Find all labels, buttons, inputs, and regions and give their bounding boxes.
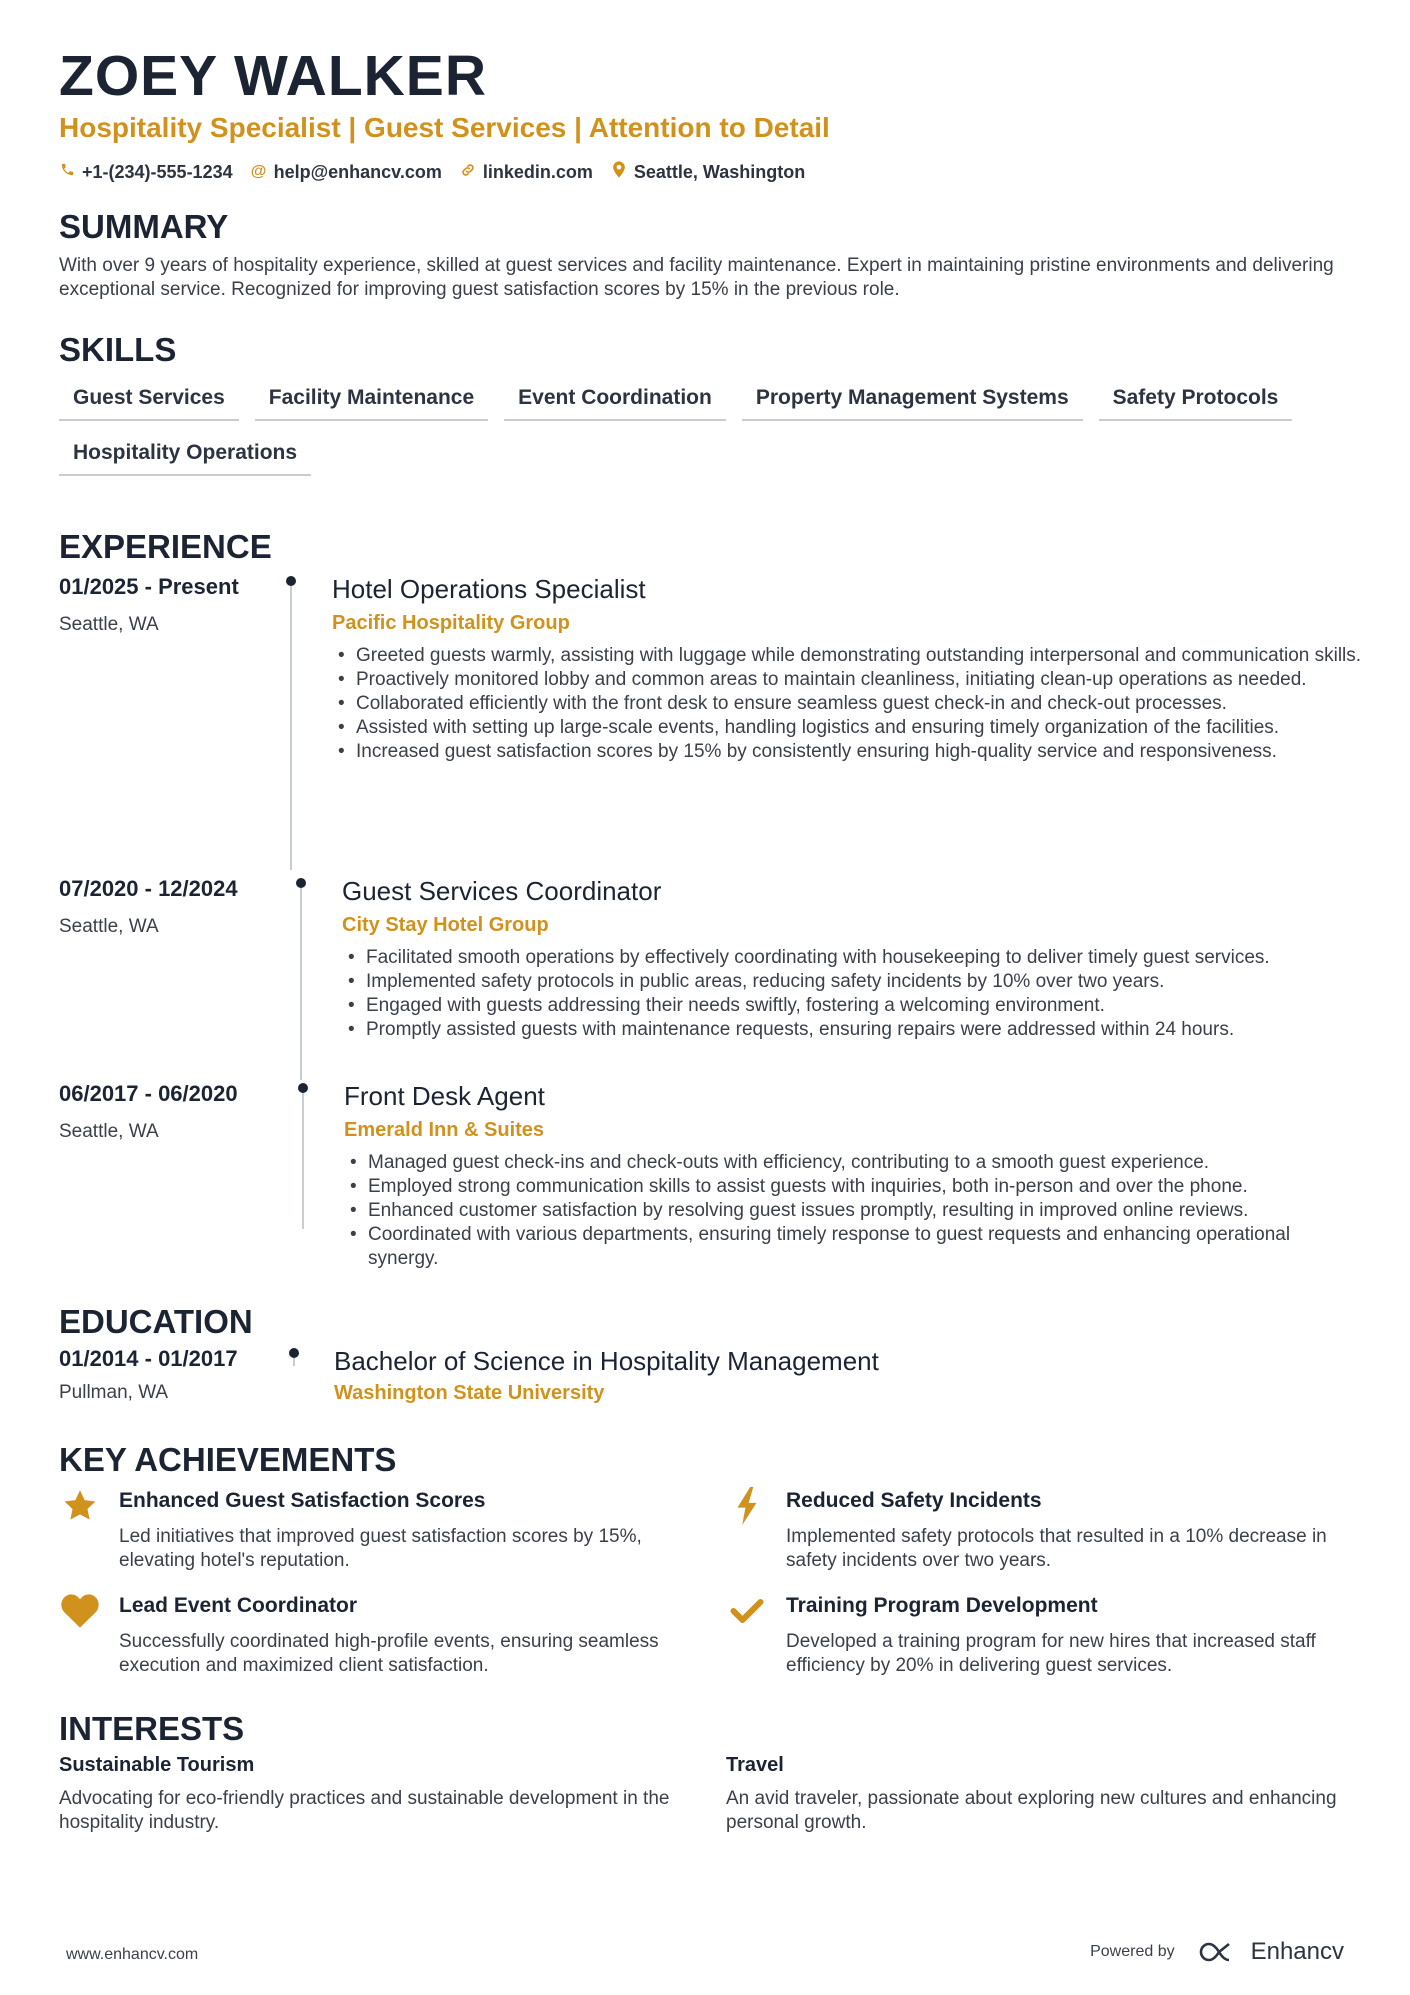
timeline-dot — [298, 1083, 308, 1093]
experience-bullet: • Engaged with guests addressing their needs swiftly, fostering a welcoming environment. — [342, 994, 1362, 1018]
education-date: 01/2014 - 01/2017 — [59, 1346, 238, 1371]
contact-email-text: help@enhancv.com — [273, 161, 442, 182]
link-icon — [460, 162, 476, 183]
timeline-line — [302, 1089, 304, 1229]
achievement-title: Enhanced Guest Satisfaction Scores — [119, 1489, 486, 1512]
contact-phone-text: +1-(234)-555-1234 — [82, 161, 233, 182]
experience-location: Seattle, WA — [59, 916, 159, 937]
skills-title: SKILLS — [59, 331, 177, 368]
interest-title: Travel — [726, 1754, 784, 1776]
contact-location-text: Seattle, Washington — [633, 161, 806, 182]
timeline-dot — [289, 1348, 299, 1358]
checkmark-icon — [726, 1590, 768, 1632]
achievement-title: Lead Event Coordinator — [119, 1594, 358, 1617]
experience-location: Seattle, WA — [59, 1121, 159, 1142]
skill-tag: Facility Maintenance — [255, 380, 488, 421]
experience-entry — [59, 1081, 1359, 1281]
skill-tag: Safety Protocols — [1099, 380, 1293, 421]
achievement-desc: Implemented safety protocols that resulted in a 10% decrease in safety incidents over two years. — [786, 1526, 1327, 1571]
skill-tag: Property Management Systems — [742, 380, 1083, 421]
experience-bullets — [344, 1151, 1364, 1271]
experience-entry — [59, 876, 1359, 1076]
experience-bullet: • Employed strong communication skills to assist guests with inquiries, both in-person and over the phone. — [344, 1175, 1364, 1199]
contact-email[interactable] — [251, 161, 442, 183]
education-entry — [59, 1346, 1359, 1406]
enhancv-logo-icon — [1199, 1941, 1243, 1963]
experience-bullet: • Assisted with setting up large-scale events, handling logistics and ensuring timely organization of the facilities. — [332, 716, 1362, 740]
achievements-title: KEY ACHIEVEMENTS — [59, 1441, 397, 1478]
experience-date: 01/2025 - Present — [59, 574, 239, 599]
interest-desc: Advocating for eco-friendly practices and sustainable development in the hospitality industry. — [59, 1788, 670, 1833]
skill-tag: Hospitality Operations — [59, 435, 311, 476]
heart-icon — [59, 1590, 101, 1632]
achievement-title: Training Program Development — [786, 1594, 1098, 1617]
experience-date: 07/2020 - 12/2024 — [59, 876, 238, 901]
timeline-line — [290, 582, 292, 870]
location-pin-icon — [611, 161, 627, 183]
experience-bullet: • Promptly assisted guests with maintenance requests, ensuring repairs were addressed within 24 hours. — [342, 1018, 1362, 1042]
experience-bullet: • Managed guest check-ins and check-outs with efficiency, contributing to a smooth guest experience. — [344, 1151, 1364, 1175]
contact-phone[interactable] — [59, 161, 233, 183]
education-title: EDUCATION — [59, 1303, 253, 1340]
education-school: Washington State University — [334, 1382, 605, 1404]
interest-title: Sustainable Tourism — [59, 1754, 255, 1776]
phone-icon — [59, 162, 75, 182]
footer-branding — [1090, 1938, 1344, 1966]
experience-bullets — [342, 946, 1362, 1042]
summary-title: SUMMARY — [59, 208, 229, 245]
interests-title: INTERESTS — [59, 1710, 245, 1747]
lightning-icon — [726, 1485, 768, 1527]
experience-company: Emerald Inn & Suites — [344, 1119, 545, 1141]
summary-text: With over 9 years of hospitality experience, skilled at guest services and facility maintenance. Expert in maintaining pristine environments and delivering exceptional service. Recognized for improving guest satisfaction scores by 15% in the previous role. — [59, 255, 1334, 300]
achievement-desc: Successfully coordinated high-profile events, ensuring seamless execution and maximized client satisfaction. — [119, 1631, 659, 1676]
experience-bullet: • Increased guest satisfaction scores by 15% by consistently ensuring high-quality service and responsiveness. — [332, 740, 1362, 764]
education-degree: Bachelor of Science in Hospitality Management — [334, 1346, 879, 1376]
achievement-title: Reduced Safety Incidents — [786, 1489, 1042, 1512]
experience-location: Seattle, WA — [59, 614, 159, 635]
skill-tag: Guest Services — [59, 380, 239, 421]
contact-location — [611, 161, 805, 183]
experience-bullet: • Collaborated efficiently with the front desk to ensure seamless guest check-in and check-out processes. — [332, 692, 1362, 716]
experience-bullet: • Greeted guests warmly, assisting with luggage while demonstrating outstanding interpersonal and communication skills. — [332, 644, 1362, 668]
brand-logo[interactable] — [1199, 1938, 1344, 1966]
brand-name: Enhancv — [1250, 1938, 1344, 1965]
experience-title: EXPERIENCE — [59, 528, 272, 565]
education-location: Pullman, WA — [59, 1382, 169, 1403]
experience-bullet: • Implemented safety protocols in public areas, reducing safety incidents by 10% over two years. — [342, 970, 1362, 994]
interest-desc: An avid traveler, passionate about exploring new cultures and enhancing personal growth. — [726, 1788, 1337, 1833]
experience-bullets — [332, 644, 1362, 764]
timeline-dot — [286, 576, 296, 586]
interest-item — [59, 1754, 699, 1835]
timeline-dot — [296, 878, 306, 888]
experience-entry — [59, 574, 1362, 864]
experience-date: 06/2017 - 06/2020 — [59, 1081, 238, 1106]
powered-by-label: Powered by — [1090, 1943, 1175, 1960]
timeline-line — [300, 884, 302, 1080]
experience-bullet: • Enhanced customer satisfaction by resolving guest issues promptly, resulting in improved online reviews. — [344, 1199, 1364, 1223]
interest-item — [726, 1754, 1366, 1835]
contact-linkedin[interactable] — [460, 161, 593, 183]
achievement-desc: Developed a training program for new hires that increased staff efficiency by 20% in delivering guest services. — [786, 1631, 1316, 1676]
experience-role: Hotel Operations Specialist — [332, 574, 646, 604]
candidate-name: ZOEY WALKER — [59, 44, 487, 108]
contact-linkedin-text: linkedin.com — [482, 161, 593, 182]
experience-company: Pacific Hospitality Group — [332, 612, 570, 634]
achievement-desc: Led initiatives that improved guest satisfaction scores by 15%, elevating hotel's reputation. — [119, 1526, 642, 1571]
experience-bullet: • Proactively monitored lobby and common areas to maintain cleanliness, initiating clean-up operations as needed. — [332, 668, 1362, 692]
experience-bullet: • Facilitated smooth operations by effectively coordinating with housekeeping to deliver timely guest services. — [342, 946, 1362, 970]
experience-role: Guest Services Coordinator — [342, 876, 662, 906]
experience-role: Front Desk Agent — [344, 1081, 545, 1111]
contact-bar — [59, 161, 805, 183]
at-icon: @ — [250, 163, 267, 180]
footer-website[interactable]: www.enhancv.com — [66, 1946, 199, 1963]
headline: Hospitality Specialist | Guest Services | Attention to Detail — [59, 112, 830, 143]
experience-bullet: • Coordinated with various departments, ensuring timely response to guest requests and enhancing operational synergy. — [344, 1223, 1364, 1271]
skills-list — [59, 380, 1359, 476]
skill-tag: Event Coordination — [504, 380, 726, 421]
star-icon — [59, 1485, 101, 1527]
experience-company: City Stay Hotel Group — [342, 914, 549, 936]
